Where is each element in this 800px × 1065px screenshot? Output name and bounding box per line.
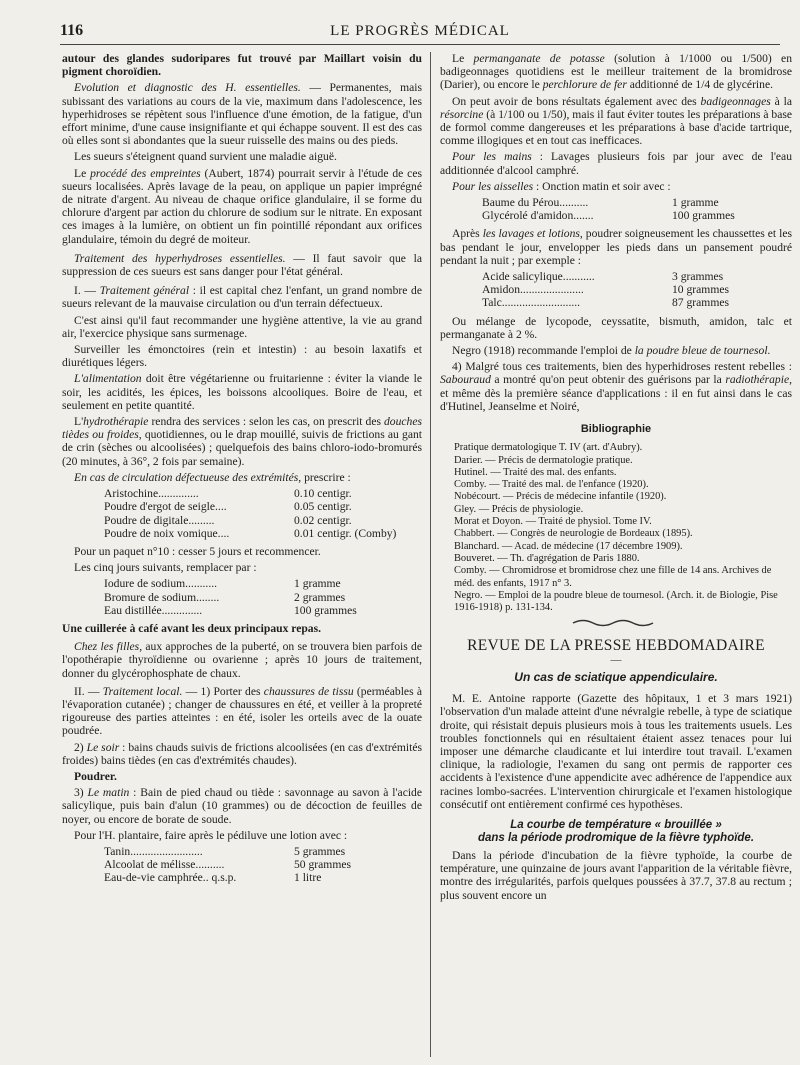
quantity: 0.05 centigr. [294,500,352,514]
paragraph [62,741,422,767]
ingredient: Acide salicylique........... [482,270,595,284]
page-number: 116 [60,22,84,39]
prescription-row [104,487,422,500]
prescription-row [104,577,422,590]
prescription-row [104,527,422,540]
emphasis: Pour les mains [452,150,532,164]
ingredient: Bromure de sodium........ [104,590,220,604]
quantity: 1 gramme [294,577,341,591]
paragraph [440,180,792,193]
right-column [440,52,792,905]
paragraph-text: Après [452,227,483,241]
paragraph: Pour un paquet n°10 : cesser 5 jours et recommencer. [74,544,321,558]
paragraph: M. E. Antoine rapporte (Gazette des hôpitaux, 1 et 3 mars 1921) l'observation d'un malade atteint d'une névralgie rebelle, à type de sciatique droite, qui résistait depuis plusieurs mois à tous les traitements usuels. Les troubles fonctionnels qui en résultaient étaient assez tenaces pour lui imposer une démarche claudicante et lui interdire tout travail. L'examen clinique, la radiologie, l'examen du sang ont permis de rapporter ces accidents à l'existence d'une appendicite avec adhérence de l'appendice aux racines lombo-sacrées. L'intervention chirurgicale et l'examen histologique consécutif ont entièrement confirmé ces hypothèses. [440,692,792,811]
paragraph [62,81,422,147]
page-header [60,22,780,42]
prescription-row [482,296,792,309]
paragraph: Une cuillerée à café avant les deux principaux repas. [62,621,322,635]
quantity: 87 grammes [672,296,729,310]
quantity: 1 gramme [672,196,719,210]
quantity: 5 grammes [294,844,346,858]
prescription-row [104,845,422,858]
prescription-row [104,604,422,617]
paragraph-text: , prescrire : [298,470,351,484]
bibliography-entry: Blanchard. — Acad. de médecine (17 décembre 1909). [454,540,683,552]
emphasis: L'alimentation [74,372,142,386]
emphasis: Pour les aisselles [452,179,534,193]
left-column [62,52,422,890]
ingredient: Aristochine.............. [104,487,199,501]
prescription [104,845,422,885]
paragraph-text: — 1) Porter des [182,684,264,698]
paragraph-text: (perméables à l'évaporation cutanée) ; changer de chaussures en été, et veiller à la propreté rigoureuse des parties atteintes : en été, isoler les orteils avec de la ouate poudrée. [62,684,422,738]
article-title-line: dans la période prodromique de la fièvre typhoïde. [477,832,755,845]
paragraph: Pour l'H. plantaire, faire après le pédiluve une lotion avec : [74,828,348,842]
quantity: 2 grammes [294,590,346,604]
paragraph [62,415,422,468]
article-title [440,819,792,845]
section-title: REVUE DE LA PRESSE HEBDOMADAIRE [467,636,765,654]
header-rule [60,44,780,45]
paragraph-text: Le [452,52,474,65]
paragraph [62,372,422,412]
bibliography-entry: Hutinel. — Traité des mal. des enfants. [454,466,617,478]
paragraph: Dans la période d'incubation de la fièvre typhoïde, la courbe de température, une quinzaine de jours avant l'apparition de la véritable fièvre, montre des irrégularités, parfois quelques poussées à 37.7, 37.8 au rectum ; plus souvent encore un [440,849,792,902]
ingredient: Tanin......................... [104,844,203,858]
ingredient: Talc........................... [482,296,581,310]
emphasis: badigeonnages [700,94,771,108]
emphasis: la poudre bleue de tournesol. [634,344,771,358]
ingredient: Glycérolé d'amidon....... [482,209,594,223]
column-divider [430,52,431,1057]
paragraph: Les cinq jours suivants, remplacer par : [74,561,257,575]
item-number: 2) [74,740,87,754]
paragraph [62,471,422,484]
prescription-row [482,283,792,296]
prescription-row [482,209,792,222]
bibliography-entry: Negro. — Emploi de la poudre bleue de tournesol. (Arch. it. de Biologie, Pise 1916-1918) p. 131-134. [454,589,778,614]
paragraph [62,252,422,278]
paragraph-text: L' [74,415,84,429]
emphasis: résorcine [440,107,484,121]
paragraph-text: rendra des services : selon les cas, on prescrit des [148,415,384,429]
quantity: 0.02 centigr. [294,513,352,527]
emphasis: les lavages et lotions [482,227,580,241]
paragraph-text: : Onction matin et soir avec : [533,179,671,193]
paragraph-text: à la [770,94,792,108]
emphasis: En cas de circulation défectueuse des extrémités [74,470,299,484]
emphasis: procédé des empreintes [90,166,201,180]
article-title: Un cas de sciatique appendiculaire. [514,670,718,685]
section-number: I. — [74,284,100,298]
prescription [104,487,422,540]
ingredient: Poudre de digitale......... [104,513,215,527]
quantity: 0.10 centigr. [294,487,352,501]
paragraph [62,167,422,246]
prescription [482,270,792,310]
bibliography-entry: Morat et Doyon. — Traité de physiol. Tome IV. [454,516,652,528]
paragraph-text: — Il faut savoir que la suppression de ces sueurs est sans danger pour l'état général. [62,251,422,279]
emphasis: Sabouraud [440,373,491,387]
paragraph-text: On peut avoir de bons résultats également avec des [452,94,701,108]
bibliography-title: Bibliographie [580,423,652,436]
paragraph-text: , aux approches de la puberté, on se trouvera bien parfois de l'opothérapie thyroïdienne ou ovarienne ; après 10 jours de traitement, donner du glycérophosphate de chaux. [62,640,423,680]
bibliography-entry: Comby. — Chromidrose et bromidrose chez une fille de 14 ans. Archives de méd. des enfants, 1917 n° 3. [454,565,772,589]
paragraph-text: , et même dès la première séance d'applications : il en fut ainsi dans le cas d'Hutinel, Jeanselme et Noiré, [440,373,792,413]
section-heading: Traitement local. [102,684,183,698]
paragraph-text: 4) Malgré tous ces traitements, bien des hyperhidroses restent rebelles : [452,360,792,374]
quantity: 1 litre [294,871,322,885]
paragraph [440,95,792,148]
ingredient: Iodure de sodium........... [104,577,218,591]
paragraph-text: Negro (1918) recommande l'emploi de [452,344,635,358]
prescription [482,196,792,222]
bibliography-entry: Bouveret. — Th. d'agrégation de Paris 1880. [454,552,640,564]
ornamental-divider [440,617,792,630]
paragraph [62,786,422,826]
emphasis: douches tièdes ou froides [62,415,422,442]
paragraph [440,150,792,176]
paragraph: Surveiller les émonctoires (rein et intestin) : au besoin laxatifs et diurétiques légers. [62,343,422,370]
journal-title: LE PROGRÈS MÉDICAL [330,23,510,39]
ingredient: Eau-de-vie camphrée.. q.s.p. [104,871,237,885]
paragraph-text: : il est capital chez l'enfant, un grand nombre de sueurs relevant de la mauvaise circulation ou d'un terrain défectueux. [62,284,422,311]
section-number: II. — [74,684,103,698]
paragraph-text: Le [74,166,91,180]
prescription-row [482,270,792,283]
ingredient: Poudre de noix vomique.... [104,526,230,540]
paragraph-text: , poudrer soigneusement les chaussettes et les bas pendant le jour, envelopper les pieds dans un pansement poudré pendant la nuit ; par exemple : [440,227,792,267]
paragraph [62,640,422,680]
bibliography-entry: Nobécourt. — Précis de médecine infantile (1920). [454,491,667,503]
emphasis: permanganate de potasse [473,52,605,65]
emphasis: hydrothérapie [83,415,149,429]
prescription-row [104,591,422,604]
item-number: 3) [74,786,88,800]
ingredient: Eau distillée.............. [104,603,203,617]
emphasis: radiothérapie [725,373,790,387]
prescription-row [104,514,422,527]
paragraph-text: : bains chauds suivis de frictions alcoolisées (en cas d'extrémités froides) bains tièdes (en cas d'extrémités chaudes). [62,740,422,767]
paragraph-text: : Lavages plusieurs fois par jour avec de l'eau additionnée d'alcool camphré. [440,150,792,177]
quantity: 50 grammes [294,858,351,872]
ingredient: Alcoolat de mélisse.......... [104,858,225,872]
quantity: 10 grammes [672,283,729,297]
article-title-line: La courbe de température « brouillée » [510,819,722,832]
emphasis: chaussures de tissu [263,684,354,698]
paragraph-text: a montré qu'on peut obtenir des guérisons par la [490,373,726,387]
paragraph-text: : Bain de pied chaud ou tiède : savonnage au savon à l'acide salicylique, puis bain d'alun (10 grammes) ou de décoction de feuilles de noyer, ou encore de borate de soude. [62,786,423,826]
paragraph-text: doit être végétarienne ou fruitarienne : éviter la viande le soir, les acidités, les épices, les boissons alcooliques. Boire de l'eau, et seulement en petite quantité. [62,372,422,412]
paragraph-text: (à 1/100 ou 1/50), mais il faut éviter toutes les préparations à base de formol comme dangereuses et les préparations à base d'acide tartrique, comme illogiques et en tout cas inefficaces. [440,107,792,148]
paragraph [62,284,422,310]
paragraph: Poudrer. [74,769,117,783]
paragraph-text: (solution à 1/1000 ou 1/500) en badigeonnages quotidiens est le meilleur traitement de la bromidrose (Darier), ou encore le [440,52,792,92]
paragraph-text: (Aubert, 1874) pourrait servir à l'étude de ces sueurs localisées. Après lavage de la peau, on applique un papier imprégné de nitrate d'argent. Au niveau de chaque orifice glandulaire, il se forme du chlorure d'argent par action du chlorure de sodium sur le nitrate. En exposant ces images à la lumière, on obtient un fin pointillé répondant aux orifices glandulaire, témoin du degré de moiteur. [62,166,422,246]
emphasis: Chez les filles [74,640,140,654]
ingredient: Baume du Pérou.......... [482,196,589,210]
emphasis: Le soir [86,740,120,754]
emphasis: perchlorure de fer [542,78,627,92]
prescription [104,577,422,617]
quantity: 3 grammes [672,270,724,284]
paragraph-text: — Permanentes, mais subissant des variations au cours de la vie, maximum dans l'adolescence, les hyperhidroses se répètent sous l'influence d'une émotion, de la fatigue, d'un effort minime, d'une cause insignifiante et qui échappe souvent. Il est des cas où elles sont si abondantes que la sueur ruisselle des mains ou des pieds. [62,81,422,148]
section-heading: Evolution et diagnostic des H. essentielles. [74,81,301,95]
paragraph [62,685,422,738]
paragraph [440,360,792,413]
paragraph: autour des glandes sudoripares fut trouvé par Maillart voisin du pigment choroïdien. [62,52,422,79]
ingredient: Poudre d'ergot de seigle.... [104,500,227,514]
section-heading: Traitement général [99,284,190,298]
bibliography-entry: Pratique dermatologique T. IV (art. d'Aubry). [454,442,643,454]
ingredient: Amidon...................... [482,283,584,297]
quantity: 100 grammes [294,603,357,617]
bibliography [454,442,792,614]
bibliography-entry: Chabbert. — Congrès de neurologie de Bordeaux (1895). [454,528,693,540]
paragraph [440,344,792,357]
section-heading: Traitement des hyperhydroses essentielles. [74,251,286,265]
emphasis: Le matin [87,786,130,800]
bibliography-entry: Comby. — Traité des mal. de l'enfance (1920). [454,479,649,491]
bibliography-entry: Gley. — Précis de physiologie. [454,503,584,515]
paragraph: Les sueurs s'éteignent quand survient une maladie aiguë. [74,150,337,164]
prescription-row [482,196,792,209]
prescription-row [104,871,422,884]
paragraph-text: , quotidiennes, ou le drap mouillé, suivis de frictions au gant de crin (sèches ou alcoolisées) ; quelquefois des bains chloro-iodo-bromurés (20 minutes, à 36°, 2 fois par semaine). [62,428,422,468]
paragraph-text: additionné de 1/4 de glycérine. [626,78,773,92]
title-dash: — [610,653,622,666]
prescription-row [104,500,422,513]
paragraph [440,52,792,92]
paragraph: Ou mélange de lycopode, ceyssatite, bismuth, amidon, talc et permanganate à 2 %. [440,314,792,341]
quantity: 0.01 centigr. (Comby) [294,526,397,540]
paragraph: C'est ainsi qu'il faut recommander une hygiène attentive, la vie au grand air, l'exercice physique sans surmenage. [62,313,422,340]
paragraph [440,227,792,267]
bibliography-entry: Darier. — Précis de dermatologie pratique. [454,454,633,466]
prescription-row [104,858,422,871]
flourish-icon [571,618,661,628]
quantity: 100 grammes [672,209,735,223]
